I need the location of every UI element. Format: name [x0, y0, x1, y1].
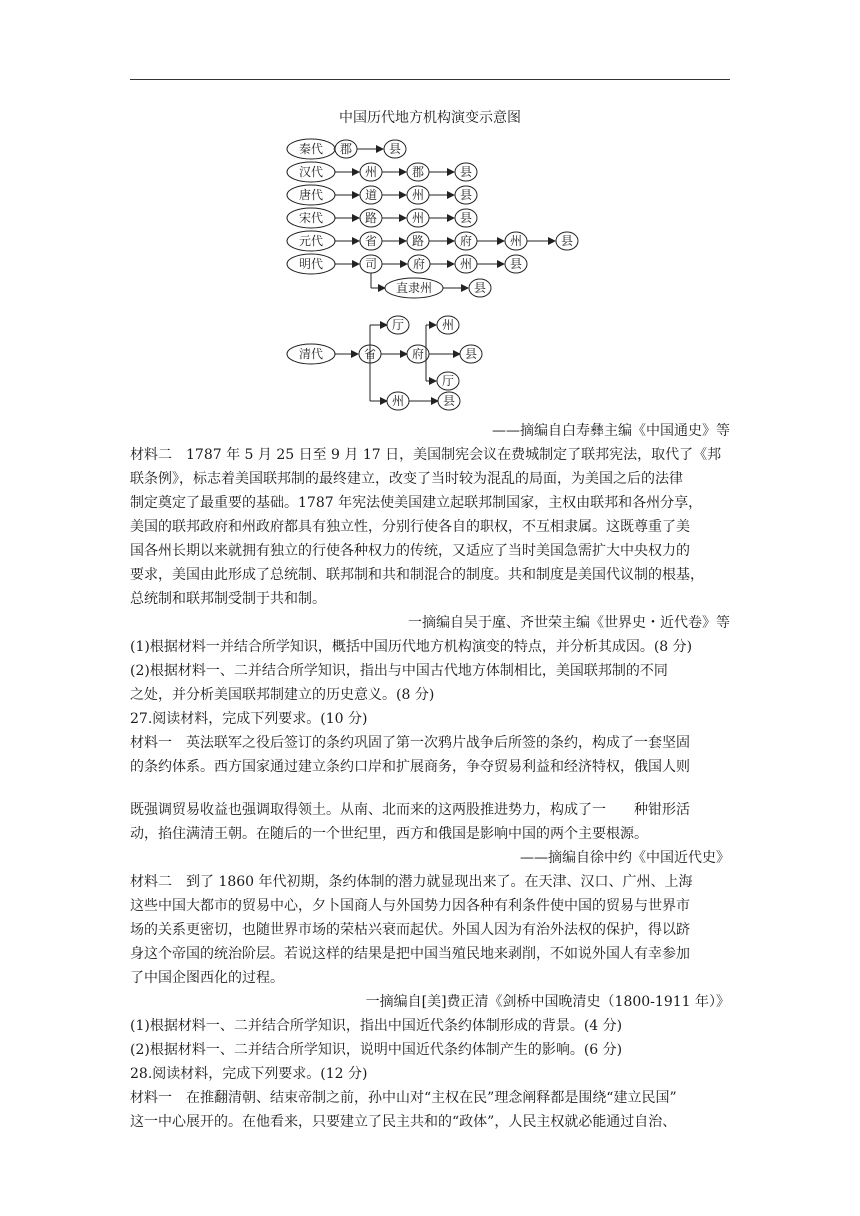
unit-node: 县	[509, 257, 523, 271]
unit-node: 县	[560, 234, 574, 248]
material-2-26	[130, 443, 730, 611]
source-3: ——摘编自徐中约《中国近代史》	[520, 850, 730, 866]
unit-node: 州	[411, 211, 425, 225]
question-27-2: (2)根据材料一、二并结合所学知识，说明中国近代条约体制产生的影响。(6 分)	[130, 1042, 623, 1058]
question-27-1: (1)根据材料一、二并结合所学知识，指出中国近代条约体制形成的背景。(4 分)	[130, 1018, 623, 1034]
material-line: 这些中国大都市的贸易中心，夕卜国商人与外国势力因各种有利条件使中国的贸易与世界市	[130, 898, 690, 914]
material-block	[130, 419, 730, 1134]
dynasty-label: 汉代	[298, 165, 324, 179]
question-26-2b: 之处，并分析美国联邦制建立的历史意义。(8 分)	[130, 687, 435, 703]
material-27-2	[130, 870, 730, 990]
question-28: 28.阅读材料，完成下列要求。(12 分)	[130, 1066, 368, 1082]
question-26-2a: (2)根据材料一、二并结合所学知识，指出与中国古代地方体制相比，美国联邦制的不同	[130, 663, 668, 679]
unit-node: 县	[442, 394, 456, 408]
unit-node: 州	[509, 234, 523, 248]
question-26-1: (1)根据材料一并结合所学知识，概括中国历代地方机构演变的特点，并分析其成因。(8 分)	[130, 639, 693, 655]
material-28-1b: 这一中心展开的。在他看来，只要建立了民主共和的“政体”，人民主权就必能通过自治、	[130, 1114, 677, 1130]
material-27-1b: 的条约体系。西方国家通过建立条约口岸和扩展商务，争夺贸易利益和经济特权，俄国人则	[130, 759, 690, 775]
material-line: 国各州长期以来就拥有独立的行使各种权力的传统，又适应了当时美国急需扩大中央权力的	[130, 543, 690, 559]
material-line: 材料二 到了 1860 年代初期，条约体制的潜力就显现出来了。在天津、汉口、广州、上海	[130, 874, 693, 890]
source-4: 一摘编自[美]费正清《剑桥中国晚清史（1800-1911 年）》	[365, 994, 730, 1010]
unit-node: 县	[459, 211, 473, 225]
unit-node: 州	[411, 188, 425, 202]
dynasty-label: 清代	[298, 347, 324, 361]
material-line: 制定奠定了最重要的基础。1787 年宪法使美国建立起联邦制国家，主权由联邦和各州分享，	[130, 495, 703, 511]
diagram-source: ——摘编自白寿彝主编《中国通史》等	[492, 423, 730, 439]
material-line: 要求，美国由此形成了总统制、联邦制和共和制混合的制度。共和制度是美国代议制的根基，	[130, 567, 704, 583]
unit-node: 厅	[391, 318, 405, 332]
material-line: 材料二 1787 年 5 月 25 日至 9 月 17 日，美国制宪会议在费城制定了联邦宪法，取代了《邦	[130, 447, 722, 463]
material-line: 美国的联邦政府和州政府都具有独立性，分别行使各自的职权，不互相隶属。这既尊重了美	[130, 519, 690, 535]
question-27: 27.阅读材料，完成下列要求。(10 分)	[130, 711, 368, 727]
source-2: 一摘编自吴于廑、齐世荣主编《世界史・近代卷》等	[408, 615, 730, 631]
unit-node: 州	[459, 257, 473, 271]
unit-node: 县	[459, 188, 473, 202]
dynasty-label: 秦代	[298, 142, 324, 156]
unit-node: 县	[459, 165, 473, 179]
unit-node: 路	[411, 234, 425, 248]
unit-node: 直隶州	[395, 281, 433, 295]
unit-node: 府	[412, 257, 426, 271]
unit-node: 郡	[411, 165, 425, 179]
dynasty-label: 明代	[298, 257, 324, 271]
dynasty-label: 元代	[298, 234, 324, 248]
diagram-title: 中国历代地方机构演变示意图	[339, 110, 521, 126]
unit-node: 郡	[339, 142, 353, 156]
material-line: 联条例》，标志着美国联邦制的最终建立，改变了当时较为混乱的局面，为美国之后的法律	[130, 471, 683, 487]
material-27-1d: 动，掐住满清王朝。在随后的一个世纪里，西方和俄国是影响中国的两个主要根源。	[130, 826, 648, 842]
material-27-1c: 既强调贸易收益也强调取得领土。从南、北而来的这两股推进势力，构成了一 种钳形活	[130, 802, 690, 818]
dynasty-label: 宋代	[298, 211, 324, 225]
unit-node: 县	[473, 281, 487, 295]
material-line: 了中国企图西化的过程。	[130, 970, 284, 986]
unit-node: 府	[411, 347, 425, 361]
material-line: 总统制和联邦制受制于共和制。	[130, 591, 326, 607]
unit-node: 州	[391, 394, 405, 408]
material-27-1a: 材料一 英法联军之役后签订的条约巩固了第一次鸦片战争后所签的条约，构成了一套坚固	[130, 735, 690, 751]
dynasty-label: 唐代	[298, 188, 324, 202]
evolution-diagram	[0, 0, 860, 420]
unit-node: 厅	[441, 374, 455, 388]
unit-node: 州	[441, 318, 455, 332]
unit-node: 县	[388, 142, 402, 156]
unit-node: 县	[464, 347, 478, 361]
unit-node: 道	[364, 188, 378, 202]
material-line: 身这个帝国的统治阶层。若说这样的结果是把中国当殖民地来剥削，不如说外国人有幸参加	[130, 946, 690, 962]
unit-node: 府	[459, 234, 473, 248]
unit-node: 路	[364, 211, 378, 225]
unit-node: 州	[364, 165, 378, 179]
unit-node: 司	[364, 257, 378, 271]
material-line: 场的关系更密切，也随世界市场的荣枯兴衰而起伏。外国人因为有治外法权的保护，得以跻	[130, 922, 690, 938]
material-28-1a: 材料一 在推翻清朝、结束帝制之前，孙中山对“主权在民”理念阐释都是围绕“建立民国”	[130, 1090, 677, 1106]
unit-node: 省	[363, 347, 377, 361]
unit-node: 省	[364, 234, 378, 248]
